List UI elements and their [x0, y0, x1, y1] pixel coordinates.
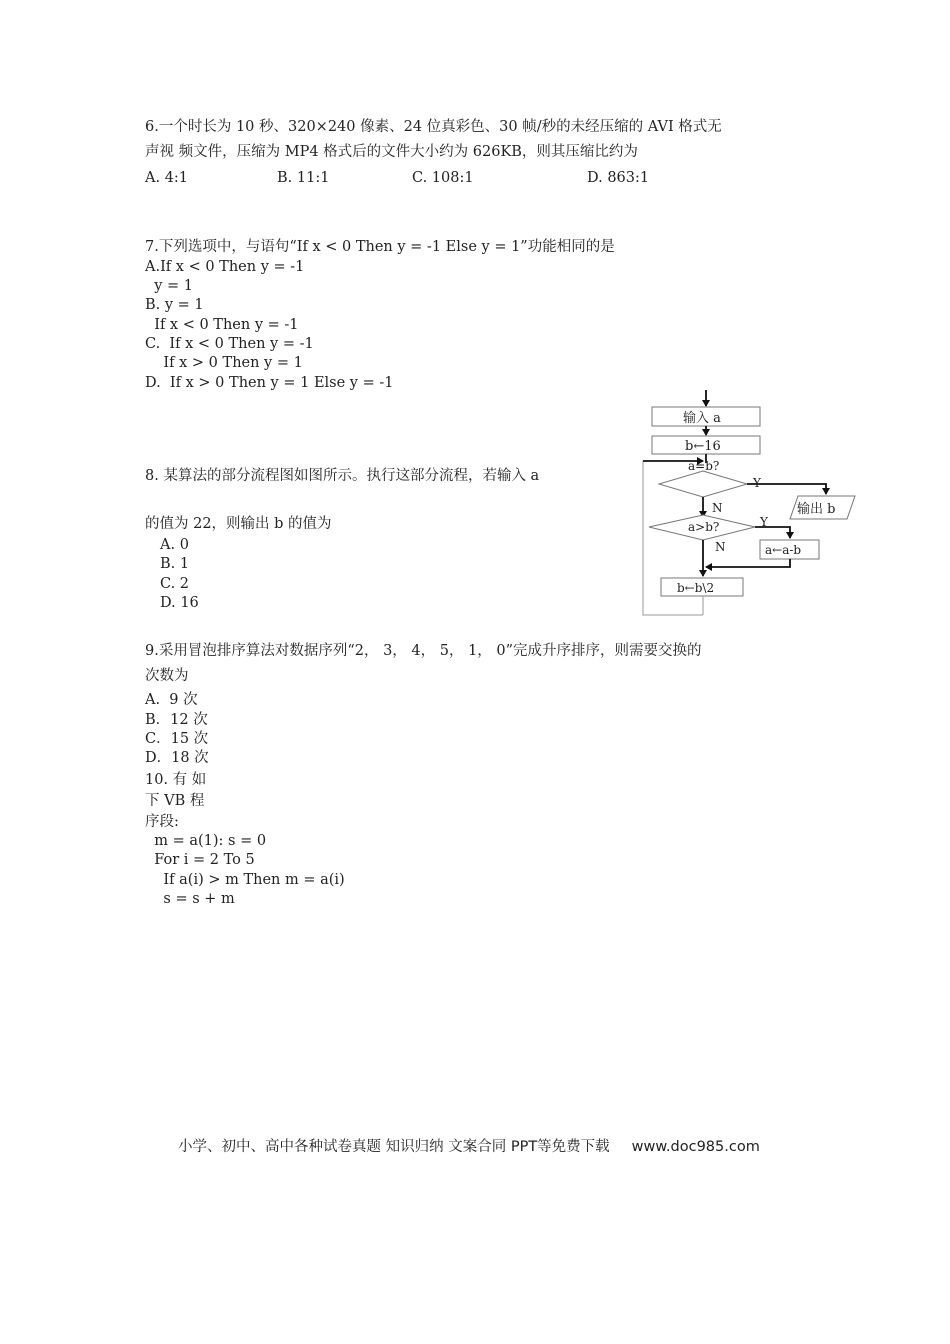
q9-option-b: B．12 次	[145, 712, 208, 728]
q8-stem-line1: 8. 某算法的部分流程图如图所示。执行这部分流程，若输入 a	[145, 468, 540, 484]
q8-option-b: B. 1	[160, 556, 190, 572]
q8-option-a: A. 0	[160, 537, 189, 553]
q6-option-a: A. 4:1	[145, 170, 189, 186]
q6-option-d: D. 863:1	[587, 170, 650, 186]
flow-output-label: 输出 b	[797, 502, 836, 517]
q9-option-d: D．18 次	[145, 750, 209, 766]
q6-option-b: B. 11:1	[277, 170, 330, 186]
q9-option-a: A. 9 次	[145, 692, 198, 708]
flow-yes-label: Y	[760, 515, 768, 529]
q8-flowchart	[635, 385, 860, 620]
q10-stem-line: 下 VB 程	[145, 793, 205, 809]
q7-line: If x > 0 Then y = 1	[145, 355, 303, 371]
footer-text: 小学、初中、高中各种试卷真题 知识归纳 文案合同 PPT等免费下载	[178, 1139, 610, 1155]
q9-stem-line1: 9.采用冒泡排序算法对数据序列“2， 3， 4， 5， 1， 0”完成升序排序，则需要交换的	[145, 643, 702, 659]
q9-option-c: C．15 次	[145, 731, 209, 747]
q10-code-line: If a(i) > m Then m = a(i)	[145, 872, 345, 888]
q7-line: B. y = 1	[145, 297, 204, 313]
flow-no-label: N	[715, 540, 726, 554]
flow-decision-equal-label: a=b?	[688, 459, 720, 473]
q9-stem-line2: 次数为	[145, 668, 189, 684]
flow-decision-equal	[659, 471, 747, 497]
flow-input-label: 输入 a	[683, 411, 721, 426]
q10-stem-line: 10. 有 如	[145, 772, 207, 788]
flow-divide-label: b←b\2	[677, 581, 715, 595]
q10-code-line: m = a(1): s = 0	[145, 833, 267, 849]
flow-decision-greater-label: a>b?	[688, 520, 720, 534]
flow-assign-label: b←16	[685, 439, 721, 454]
q7-line: A.If x < 0 Then y = -1	[145, 259, 305, 275]
q7-line: If x < 0 Then y = -1	[145, 317, 299, 333]
q7-line: C. If x < 0 Then y = -1	[145, 336, 314, 352]
q8-option-c: C. 2	[160, 576, 190, 592]
flow-subtract-label: a←a-b	[765, 543, 802, 557]
page-footer	[178, 1137, 760, 1157]
q7-stem: 7.下列选项中，与语句“If x < 0 Then y = -1 Else y = 1”功能相同的是	[145, 239, 615, 255]
q7-line: D. If x > 0 Then y = 1 Else y = -1	[145, 375, 394, 391]
flow-yes-label: Y	[753, 476, 761, 490]
q8-option-d: D. 16	[160, 595, 199, 611]
q10-stem-line: 序段:	[145, 814, 179, 830]
q6-stem-line1: 6.一个时长为 10 秒、320×240 像素、24 位真彩色、30 帧/秒的未经压缩的 AVI 格式无	[145, 119, 722, 135]
q6-option-c: C. 108:1	[412, 170, 474, 186]
flow-arrow	[706, 559, 790, 567]
q7-line: y = 1	[145, 278, 194, 294]
flow-no-label: N	[712, 501, 723, 515]
q8-stem-line2: 的值为 22，则输出 b 的值为	[145, 516, 332, 532]
q10-code-line: For i = 2 To 5	[145, 852, 255, 868]
q6-stem-line2: 声视 频文件，压缩为 MP4 格式后的文件大小约为 626KB，则其压缩比约为	[145, 144, 638, 160]
footer-url[interactable]: www.doc985.com	[631, 1139, 760, 1155]
q10-code-line: s = s + m	[145, 891, 235, 907]
